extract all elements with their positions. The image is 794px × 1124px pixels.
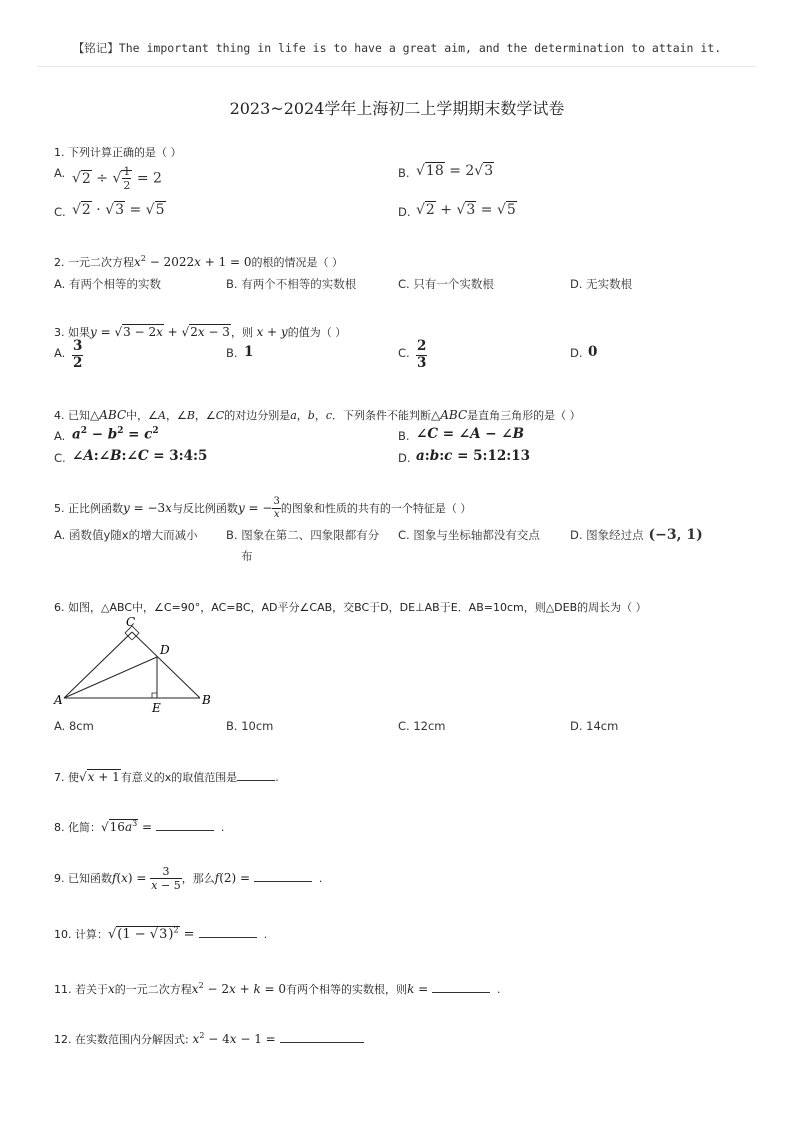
q5-option-d: D. 图象经过点 (−3, 1) (570, 527, 703, 543)
q5-option-a: A. 函数值y随x的增大而减小 (54, 528, 198, 542)
q4-option-d-math: a:b:c = 5:12:13 (416, 448, 531, 464)
q4-option-c-math: ∠A:∠B:∠C = 3:4:5 (72, 448, 208, 464)
q3-option-c-math: $\frac{2}{3}$ (417, 338, 427, 371)
q8-answer-blank[interactable] (156, 818, 214, 831)
q10-answer-blank[interactable] (199, 925, 257, 938)
q6-option-a: A. 8cm (54, 719, 94, 733)
label-b: B (202, 693, 211, 707)
header-divider (38, 66, 756, 67)
q8-stem: 8. 化简：$√16a^3$ = . (54, 819, 225, 834)
q6-option-d: D. 14cm (570, 719, 619, 733)
q5-stem: 5. 正比例函数y = −3x与反比例函数y = − $\frac{3}{x}$ 的图象和性质的共有的一个特征是（ ） (54, 496, 472, 520)
q5-option-c: C. 图象与坐标轴都没有交点 (398, 528, 540, 542)
q1-option-b-label: B. (398, 166, 410, 180)
label-c: C (126, 615, 136, 629)
q6-option-b: B. 10cm (226, 719, 274, 733)
header-motto: 【铭记】The important thing in life is to have a great aim, and the determination to attain it. (72, 41, 722, 55)
q12-stem: 12. 在实数范围内分解因式: $x^2 - 4x - 1$ = (54, 1030, 364, 1047)
q5-option-b-line2: 布 (241, 549, 253, 563)
q3-option-d-math: 0 (588, 344, 598, 360)
q5-option-b-line1: B. 图象在第二、四象限都有分 (226, 528, 380, 542)
q6-option-c: C. 12cm (398, 719, 446, 733)
q1-option-d-label: D. (398, 205, 411, 219)
label-a: A (54, 693, 63, 707)
q1-option-a-label: A. (54, 166, 66, 180)
q4-option-c-label: C. (54, 451, 66, 465)
q1-option-c-math: √2 · √3 = √5 (72, 202, 165, 218)
q1-option-b-math: √18 = 2√3 (416, 163, 494, 179)
q3-option-b-math: 1 (244, 344, 254, 360)
q6-stem: 6. 如图，△ABC中，∠C=90°，AC=BC，AD平分∠CAB，交BC于D，DE⊥AB于E．AB=10cm，则△DEB的周长为（ ） (54, 601, 647, 614)
q7-stem: 7. 使√x + 1有意义的x的取值范围是 . (54, 770, 279, 784)
q4-option-d-label: D. (398, 451, 411, 465)
q2-option-b: B. 有两个不相等的实数根 (226, 277, 357, 291)
q3-option-d-label: D. (570, 346, 583, 360)
page-title: 2023~2024学年上海初二上学期期末数学试卷 (229, 99, 565, 118)
q4-option-b-math: ∠C = ∠A − ∠B (416, 426, 525, 442)
q4-option-a-math: $a^2 - b^2 = c^2$ (72, 426, 159, 443)
label-d: D (160, 643, 170, 657)
label-e: E (152, 701, 161, 715)
q11-stem: 11. 若关于x的一元二次方程$x^2 - 2x + k = 0$有两个相等的实数根，则k = . (54, 981, 501, 996)
q1-option-d-math: √2 + √3 = √5 (416, 202, 516, 218)
q2-option-c: C. 只有一个实数根 (398, 277, 494, 291)
q2-stem: 2. 一元二次方程$x^2 - 2022x + 1 = 0$的根的情况是（ ） (54, 254, 344, 269)
q3-option-c-label: C. (398, 346, 410, 360)
q4-option-b-label: B. (398, 429, 410, 443)
q1-stem: 1. 下列计算正确的是（ ） (54, 146, 182, 159)
q3-stem: 3. 如果y = √3 − 2x + √2x − 3，则 x + y的值为（ ） (54, 325, 347, 339)
q2-option-a: A. 有两个相等的实数 (54, 277, 161, 291)
q11-answer-blank[interactable] (432, 980, 490, 993)
q4-stem: 4. 已知△ABC中，∠A，∠B，∠C的对边分别是a，b，c．下列条件不能判断△ABC是直角三角形的是（ ） (54, 408, 581, 422)
q9-stem: 9. 已知函数f(x) = $\frac{3}{x - 5}$ ，那么f(2) = . (54, 865, 323, 892)
right-angle-mark-e (152, 693, 157, 698)
q4-option-a-label: A. (54, 429, 66, 443)
q2-option-d: D. 无实数根 (570, 277, 633, 291)
q3-option-b-label: B. (226, 346, 238, 360)
q3-option-a-math: $\frac{3}{2}$ (73, 338, 83, 371)
q10-stem: 10. 计算：$√(1 - √3)^2$ = . (54, 925, 268, 942)
q6-triangle-figure (50, 612, 220, 717)
q1-option-a-math: √2 ÷ √ $\frac{1}{2}$ = 2 (72, 165, 162, 192)
q9-answer-blank[interactable] (254, 869, 312, 882)
q12-answer-blank[interactable] (280, 1030, 364, 1043)
q1-option-c-label: C. (54, 205, 66, 219)
q7-answer-blank[interactable] (237, 768, 275, 781)
q3-option-a-label: A. (54, 346, 66, 360)
